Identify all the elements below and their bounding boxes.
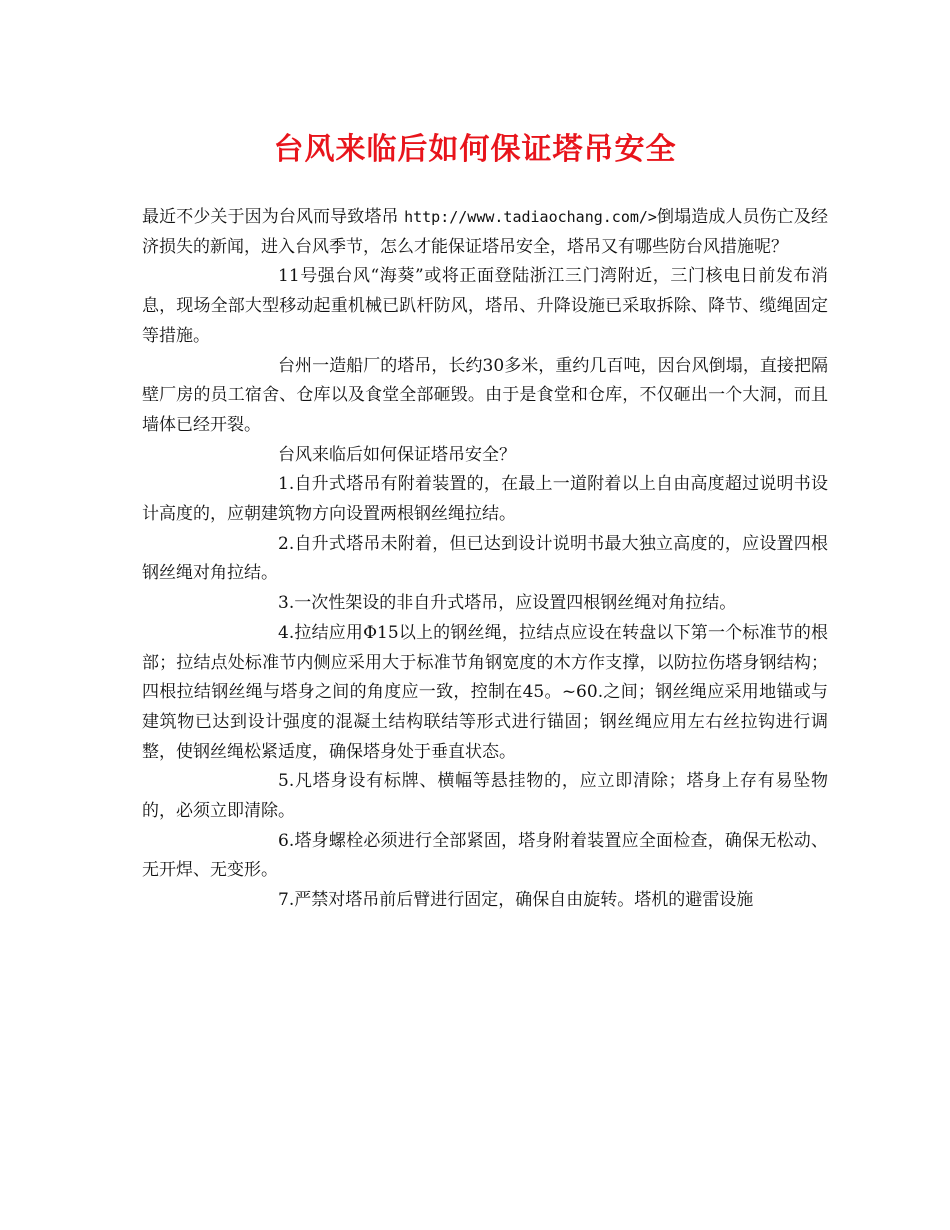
intro-paragraph (142, 203, 828, 262)
document-title: 台风来临后如何保证塔吊安全 (273, 132, 677, 167)
intro-text-before-url: 最近不少关于因为台风而导致塔吊 (142, 207, 405, 227)
list-item-2: 2.自升式塔吊未附着，但已达到设计说明书最大独立高度的，应设置四根钢丝绳对角拉结。 (142, 533, 828, 584)
list-item-5: 5.凡塔身设有标牌、横幅等悬挂物的，应立即清除；塔身上存有易坠物的，必须立即清除。 (142, 771, 828, 822)
paragraph-typhoon-news: 11号强台风“海葵”或将正面登陆浙江三门湾附近，三门核电日前发布消息，现场全部大型移动起重机械已趴杆防风，塔吊、升降设施已采取拆除、降节、缆绳固定等措施。 (142, 266, 828, 346)
document-body (142, 203, 828, 916)
list-item-1: 1.自升式塔吊有附着装置的，在最上一道附着以上自由高度超过说明书设计高度的，应朝建筑物方向设置两根钢丝绳拉结。 (142, 474, 828, 525)
intro-url: http://www.tadiaochang.com/> (404, 208, 657, 226)
paragraph-question: 台风来临后如何保证塔吊安全？ (278, 444, 516, 465)
list-item-3: 3.一次性架设的非自升式塔吊，应设置四根钢丝绳对角拉结。 (278, 593, 737, 614)
list-item-7: 7.严禁对塔吊前后臂进行固定，确保自由旋转。塔机的避雷设施 (278, 890, 754, 911)
intro-text-after-url: 倒塌造成人员伤亡及经济损失的新闻，进入台风季节，怎么才能保证塔吊安全，塔吊又有哪些防台风措施呢？ (142, 207, 828, 257)
paragraph-shipyard-collapse: 台州一造船厂的塔吊，长约30多米，重约几百吨，因台风倒塌，直接把隔壁厂房的员工宿舍、仓库以及食堂全部砸毁。由于是食堂和仓库，不仅砸出一个大洞，而且墙体已经开裂。 (142, 355, 828, 435)
list-item-4: 4.拉结应用Φ15以上的钢丝绳，拉结点应设在转盘以下第一个标准节的根部；拉结点处标准节内侧应采用大于标准节角钢宽度的木方作支撑，以防拉伤塔身钢结构；四根拉结钢丝绳与塔身之间的角度应一致，控制在45。~60.之间；钢丝绳应采用地锚或与建筑物已达到设计强度的混凝土结构联结等形式进行锚固；钢丝绳应用左右丝拉钩进行调整，使钢丝绳松紧适度，确保塔身处于垂直状态。 (142, 622, 828, 762)
list-item-6: 6.塔身螺栓必须进行全部紧固，塔身附着装置应全面检查，确保无松动、无开焊、无变形。 (142, 830, 828, 881)
